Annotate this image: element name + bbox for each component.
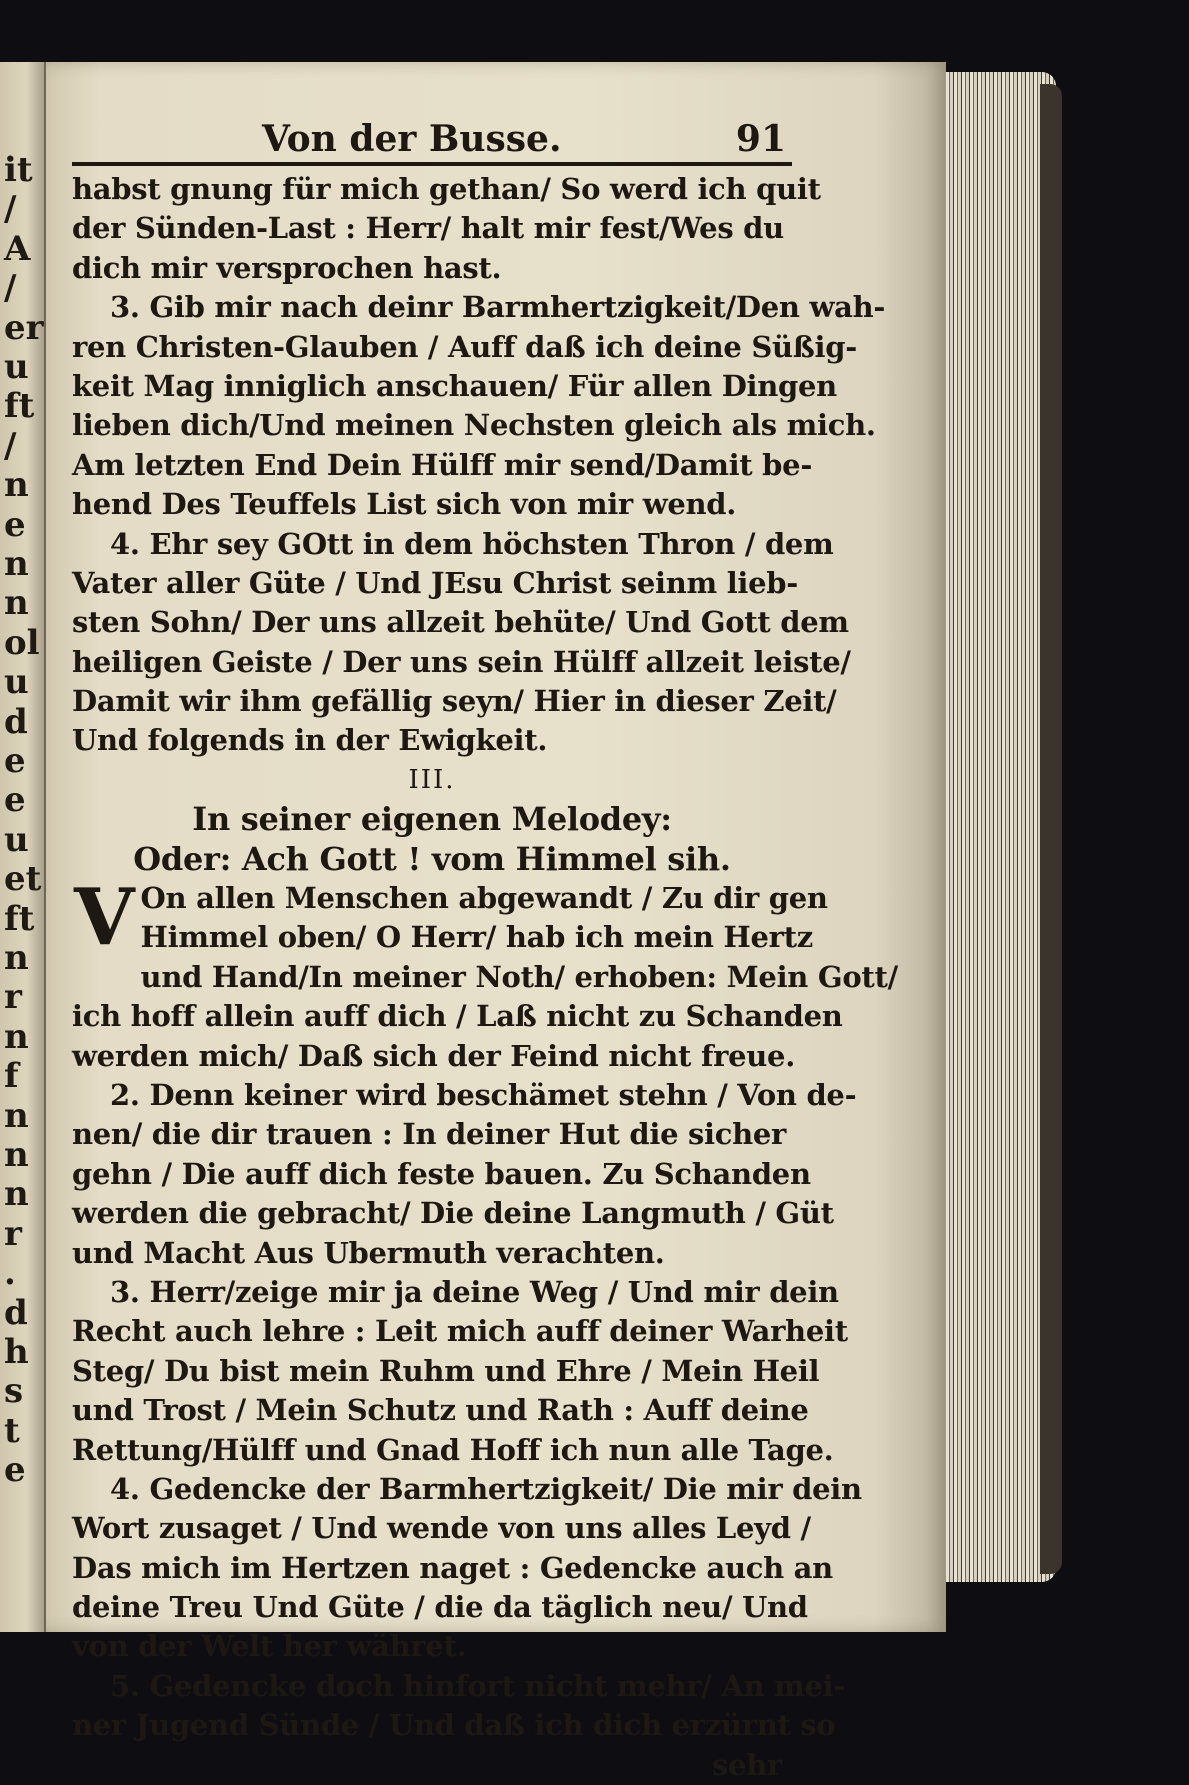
text-line: lieben dich/Und meinen Nechsten gleich als mich. <box>72 408 876 443</box>
left-page-fragment: s <box>4 1371 24 1412</box>
page-number: 91 <box>735 118 786 160</box>
text-line: 2. Denn keiner wird beschämet stehn / Von de- <box>110 1077 857 1112</box>
left-page-fragment: n <box>4 1174 29 1215</box>
left-page-fragment: e <box>4 741 26 781</box>
running-title: Von der Busse. <box>262 118 562 160</box>
left-page-fragment: t <box>4 1410 20 1451</box>
text-line: werden die gebracht/ Die deine Langmuth / Güt <box>72 1196 834 1231</box>
left-page-fragment: d <box>4 1292 28 1333</box>
left-page-fragment: / <box>4 189 17 230</box>
left-page-fragment: . <box>4 1253 16 1294</box>
text-block-1 <box>72 170 886 879</box>
left-page-fragment: n <box>4 1095 29 1136</box>
text-line: sten Sohn/ Der uns allzeit behüte/ Und Gott dem <box>72 605 849 640</box>
text-line: habst gnung für mich gethan/ So werd ich quit <box>72 172 821 206</box>
text-line: dich mir versprochen hast. <box>72 250 502 285</box>
text-line: werden mich/ Daß sich der Feind nicht freue. <box>72 1038 795 1073</box>
left-page-fragment: A <box>4 228 31 269</box>
text-line: von der Welt her währet. <box>72 1629 467 1664</box>
left-page-fragment: u <box>4 347 29 387</box>
left-page-fragment: / <box>4 425 17 466</box>
page-text <box>72 118 898 1785</box>
left-page-fragment: n <box>4 1016 29 1057</box>
text-line: Und folgends in der Ewigkeit. <box>72 723 548 758</box>
left-page-fragment: n <box>4 1135 29 1175</box>
text-line: Himmel oben/ O Herr/ hab ich mein Hertz <box>140 920 813 955</box>
text-line: gehn / Die auff dich feste bauen. Zu Schanden <box>72 1156 811 1191</box>
drop-capital: V <box>74 872 135 964</box>
text-line: Steg/ Du bist mein Ruhm und Ehre / Mein Heil <box>72 1353 820 1388</box>
left-page-fragment: ol <box>4 622 40 663</box>
left-page-fragment: n <box>4 465 29 506</box>
text-line: ren Christen-Glauben / Auff daß ich deine Süßig- <box>72 329 857 364</box>
text-line: On allen Menschen abgewandt / Zu dir gen <box>140 881 828 916</box>
text-line: III. <box>408 764 456 795</box>
text-line: und Macht Aus Ubermuth verachten. <box>72 1235 665 1270</box>
text-line: hend Des Teuffels List sich von mir wend. <box>72 487 737 522</box>
text-line: 3. Herr/zeige mir ja deine Weg / Und mir dein <box>110 1274 839 1309</box>
left-page-fragment: r <box>4 1213 22 1254</box>
left-page-fragment: ft <box>4 898 35 939</box>
left-page-fragment: n <box>4 938 29 978</box>
left-page-fragment: it <box>4 150 33 190</box>
left-page-fragment: / <box>4 268 17 309</box>
left-page-fragment: n <box>4 544 29 584</box>
left-page-fragment: e <box>4 780 26 821</box>
text-line: sehr <box>712 1747 782 1782</box>
left-page-fragment: r <box>4 977 22 1018</box>
text-line: und Trost / Mein Schutz und Rath : Auff deine <box>72 1393 809 1428</box>
book-cover <box>1040 84 1062 1574</box>
text-line: ner Jugend Sünde / Und daß ich dich erzürnt so <box>72 1708 836 1743</box>
text-line: deine Treu Und Güte / die da täglich neu/ Und <box>72 1590 808 1625</box>
left-page-fragment: n <box>4 583 29 624</box>
left-page-fragment: u <box>4 662 29 703</box>
left-page-fragment: e <box>4 504 26 545</box>
text-line: heiligen Geiste / Der uns sein Hülff allzeit leiste/ <box>72 644 851 679</box>
text-line: Vater aller Güte / Und JEsu Christ seinm lieb- <box>72 565 798 600</box>
text-line: Recht auch lehre : Leit mich auff deiner Warheit <box>72 1314 848 1349</box>
left-page-fragment: er <box>4 307 44 348</box>
left-page-edge <box>0 62 47 1632</box>
text-line: In seiner eigenen Melodey: <box>192 800 672 839</box>
text-line: Wort zusaget / Und wende von uns alles Leyd / <box>72 1511 811 1546</box>
text-block-2 <box>72 872 898 1785</box>
running-header <box>72 118 792 166</box>
text-line: 5. Gedencke doch hinfort nicht mehr/ An mei- <box>110 1668 846 1703</box>
left-page-fragment: ft <box>4 386 35 427</box>
text-line: Rettung/Hülff und Gnad Hoff ich nun alle Tage. <box>72 1432 834 1467</box>
text-line: keit Mag inniglich anschauen/ Für allen Dingen <box>72 368 837 403</box>
left-page-fragment: h <box>4 1332 29 1372</box>
text-line: Oder: Ach Gott ! vom Himmel sih. <box>133 839 731 878</box>
text-line: und Hand/In meiner Noth/ erhoben: Mein Gott/ <box>140 959 898 994</box>
left-page-fragment: d <box>4 701 28 742</box>
text-line: 3. Gib mir nach deinr Barmhertzigkeit/Den wah- <box>110 290 886 325</box>
text-line: der Sünden-Last : Herr/ halt mir fest/Wes du <box>72 211 784 246</box>
text-line: 4. Ehr sey GOtt in dem höchsten Thron / dem <box>110 526 834 561</box>
text-line: Damit wir ihm gefällig seyn/ Hier in dieser Zeit/ <box>72 684 837 719</box>
left-page-fragment: f <box>4 1056 19 1097</box>
left-page-fragment: e <box>4 1450 26 1491</box>
text-line: 4. Gedencke der Barmhertzigkeit/ Die mir dein <box>110 1471 862 1506</box>
text-line: ich hoff allein auff dich / Laß nicht zu Schanden <box>72 999 843 1034</box>
left-page-fragment: u <box>4 819 29 860</box>
left-page-fragment: et <box>4 859 42 900</box>
text-line: Das mich im Hertzen naget : Gedencke auch an <box>72 1550 833 1585</box>
text-line: nen/ die dir trauen : In deiner Hut die sicher <box>72 1117 787 1152</box>
text-line: Am letzten End Dein Hülff mir send/Damit be- <box>72 447 813 482</box>
